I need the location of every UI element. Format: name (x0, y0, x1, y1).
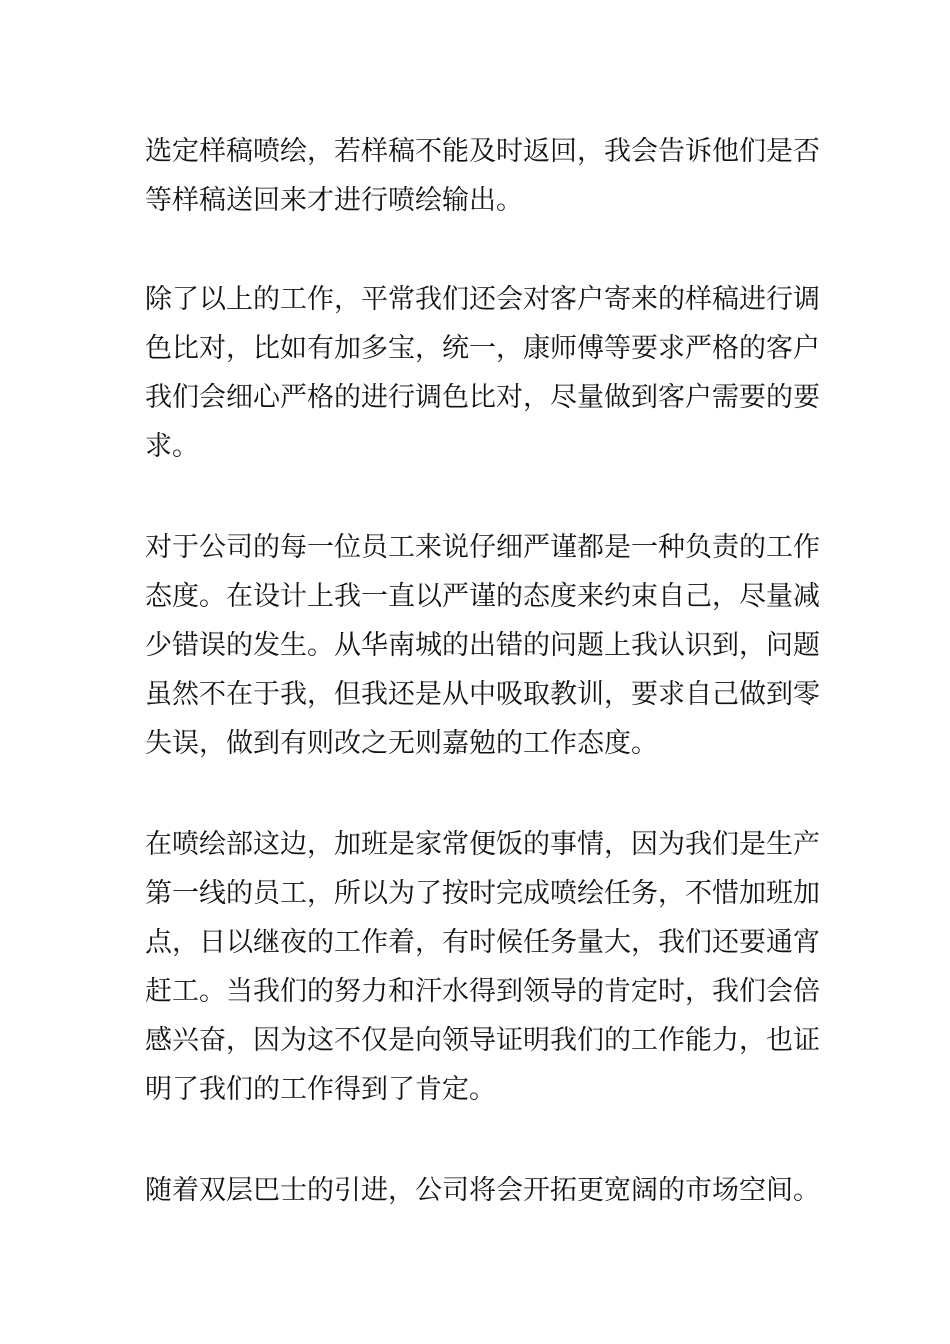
paragraph-line: 失误，做到有则改之无则嘉勉的工作态度。 (145, 728, 658, 759)
paragraph-line: 色比对，比如有加多宝，统一，康师傅等要求严格的客户 (145, 333, 820, 364)
paragraph-4 (145, 820, 820, 1114)
paragraph-line: 选定样稿喷绘，若样稿不能及时返回，我会告诉他们是否 (145, 136, 820, 167)
paragraph-line: 在喷绘部这边，加班是家常便饭的事情，因为我们是生产 (145, 829, 820, 860)
paragraph-line: 感兴奋，因为这不仅是向领导证明我们的工作能力，也证 (145, 1025, 820, 1056)
paragraph-line: 等样稿送回来才进行喷绘输出。 (145, 185, 523, 216)
paragraph-line: 求。 (145, 431, 199, 462)
paragraph-line: 对于公司的每一位员工来说仔细严谨都是一种负责的工作 (145, 532, 820, 563)
paragraph-line: 随着双层巴士的引进，公司将会开拓更宽阔的市场空间。 (145, 1175, 820, 1206)
paragraph-line: 第一线的员工，所以为了按时完成喷绘任务，不惜加班加 (145, 878, 820, 909)
paragraph-line: 态度。在设计上我一直以严谨的态度来约束自己，尽量减 (145, 581, 820, 612)
paragraph-line: 少错误的发生。从华南城的出错的问题上我认识到，问题 (145, 630, 820, 661)
paragraph-2 (145, 275, 820, 471)
paragraph-1 (145, 127, 820, 225)
paragraph-5 (145, 1166, 820, 1215)
paragraph-line: 赶工。当我们的努力和汗水得到领导的肯定时，我们会倍 (145, 976, 820, 1007)
paragraph-line: 除了以上的工作，平常我们还会对客户寄来的样稿进行调 (145, 284, 820, 315)
paragraph-line: 虽然不在于我，但我还是从中吸取教训，要求自己做到零 (145, 679, 820, 710)
paragraph-3 (145, 523, 820, 768)
paragraph-line: 点，日以继夜的工作着，有时候任务量大，我们还要通宵 (145, 927, 820, 958)
paragraph-line: 我们会细心严格的进行调色比对，尽量做到客户需要的要 (145, 382, 820, 413)
paragraph-line: 明了我们的工作得到了肯定。 (145, 1074, 496, 1105)
